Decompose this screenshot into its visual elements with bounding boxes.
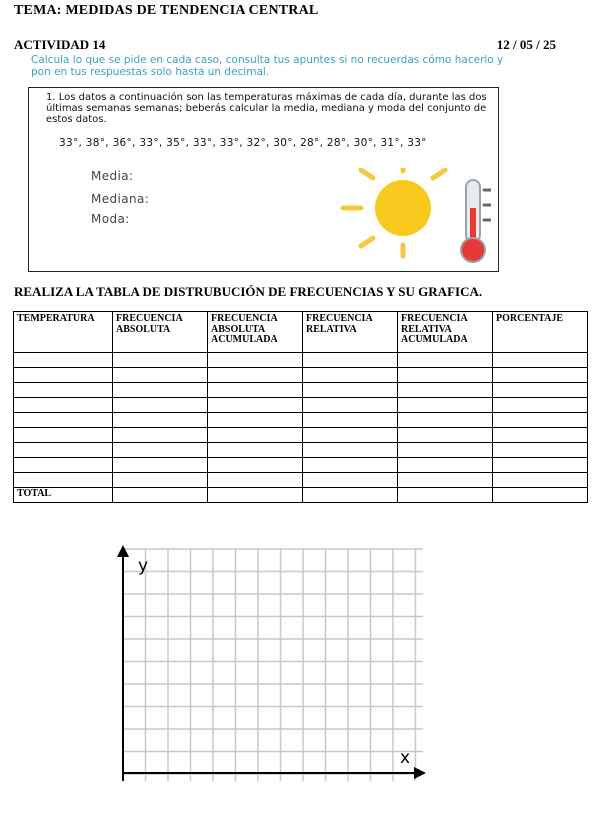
problem-box <box>28 87 499 272</box>
table-row <box>14 428 588 443</box>
table-row <box>14 398 588 413</box>
table-cell[interactable] <box>303 398 398 413</box>
table-cell[interactable] <box>303 428 398 443</box>
table-cell[interactable] <box>208 383 303 398</box>
total-cell[interactable] <box>113 488 208 503</box>
table-cell[interactable] <box>398 353 493 368</box>
table-cell[interactable] <box>493 443 588 458</box>
table-cell[interactable] <box>493 368 588 383</box>
table-cell[interactable] <box>398 413 493 428</box>
table-cell[interactable] <box>14 383 113 398</box>
y-axis-arrow-icon <box>117 545 129 557</box>
total-cell[interactable] <box>208 488 303 503</box>
x-axis-label: x <box>400 748 411 768</box>
table-row <box>14 458 588 473</box>
problem-statement: 1. Los datos a continuación son las temperaturas máximas de cada día, durante las dos últimas semanas semanas; beberás calcular la media, mediana y moda del conjunto de estos datos. <box>46 92 487 125</box>
total-cell[interactable] <box>493 488 588 503</box>
table-cell[interactable] <box>208 398 303 413</box>
table-cell[interactable] <box>208 458 303 473</box>
table-cell[interactable] <box>493 458 588 473</box>
table-cell[interactable] <box>398 428 493 443</box>
table-cell[interactable] <box>113 443 208 458</box>
total-label: TOTAL <box>14 488 113 503</box>
table-cell[interactable] <box>493 398 588 413</box>
table-row <box>14 353 588 368</box>
table-cell[interactable] <box>303 368 398 383</box>
table-cell[interactable] <box>303 458 398 473</box>
table-cell[interactable] <box>14 368 113 383</box>
table-cell[interactable] <box>208 413 303 428</box>
mode-label: Moda: <box>91 212 130 226</box>
median-label: Mediana: <box>91 192 150 206</box>
table-cell[interactable] <box>493 383 588 398</box>
table-cell[interactable] <box>14 473 113 488</box>
table-cell[interactable] <box>113 383 208 398</box>
table-cell[interactable] <box>303 473 398 488</box>
table-body <box>14 353 588 503</box>
table-cell[interactable] <box>208 473 303 488</box>
table-cell[interactable] <box>493 473 588 488</box>
table-cell[interactable] <box>113 458 208 473</box>
table-heading: REALIZA LA TABLA DE DISTRUBUCIÓN DE FRECUENCIAS Y SU GRAFICA. <box>14 284 483 299</box>
table-cell[interactable] <box>398 398 493 413</box>
table-row <box>14 473 588 488</box>
x-axis-arrow-icon <box>414 767 426 779</box>
table-cell[interactable] <box>113 413 208 428</box>
table-cell[interactable] <box>113 353 208 368</box>
table-cell[interactable] <box>14 353 113 368</box>
col-percentage: PORCENTAJE <box>493 312 588 353</box>
y-axis-label: y <box>138 556 149 576</box>
table-row <box>14 383 588 398</box>
thermometer-icon <box>461 180 491 262</box>
table-cell[interactable] <box>303 353 398 368</box>
table-cell[interactable] <box>398 458 493 473</box>
table-cell[interactable] <box>398 368 493 383</box>
table-cell[interactable] <box>14 458 113 473</box>
graph-grid <box>123 549 423 781</box>
table-row <box>14 443 588 458</box>
col-absolute-frequency: FRECUENCIA ABSOLUTA <box>113 312 208 353</box>
activity-number: ACTIVIDAD 14 <box>14 37 106 52</box>
weather-illustration <box>311 168 491 268</box>
table-cell[interactable] <box>398 473 493 488</box>
col-cumulative-absolute-frequency: FRECUENCIA ABSOLUTA ACUMULADA <box>208 312 303 353</box>
activity-date: 12 / 05 / 25 <box>496 37 556 52</box>
table-row <box>14 368 588 383</box>
table-cell[interactable] <box>493 353 588 368</box>
col-temperature: TEMPERATURA <box>14 312 113 353</box>
table-cell[interactable] <box>14 413 113 428</box>
total-row <box>14 488 588 503</box>
col-relative-frequency: FRECUENCIA RELATIVA <box>303 312 398 353</box>
topic-title: TEMA: MEDIDAS DE TENDENCIA CENTRAL <box>14 3 319 18</box>
temperature-data: 33°, 38°, 36°, 33°, 35°, 33°, 33°, 32°, 30°, 28°, 28°, 30°, 31°, 33° <box>59 137 427 149</box>
table-cell[interactable] <box>113 473 208 488</box>
table-cell[interactable] <box>208 353 303 368</box>
table-cell[interactable] <box>303 383 398 398</box>
table-cell[interactable] <box>493 413 588 428</box>
total-cell[interactable] <box>398 488 493 503</box>
instructions: Calcula lo que se pide en cada caso, consulta tus apuntes si no recuerdas cómo hacerlo y pon en tus respuestas solo hasta un decimal. <box>31 54 504 78</box>
col-cumulative-relative-frequency: FRECUENCIA RELATIVA ACUMULADA <box>398 312 493 353</box>
table-cell[interactable] <box>303 413 398 428</box>
table-cell[interactable] <box>208 443 303 458</box>
table-cell[interactable] <box>14 398 113 413</box>
table-cell[interactable] <box>113 368 208 383</box>
table-cell[interactable] <box>113 428 208 443</box>
table-header-row <box>14 312 588 353</box>
table-cell[interactable] <box>208 428 303 443</box>
table-cell[interactable] <box>14 443 113 458</box>
table-cell[interactable] <box>493 428 588 443</box>
frequency-table <box>13 311 588 503</box>
table-cell[interactable] <box>113 398 208 413</box>
table-cell[interactable] <box>303 443 398 458</box>
table-cell[interactable] <box>398 383 493 398</box>
table-cell[interactable] <box>208 368 303 383</box>
answer-graph <box>108 541 428 786</box>
mean-label: Media: <box>91 169 134 183</box>
total-cell[interactable] <box>303 488 398 503</box>
table-cell[interactable] <box>14 428 113 443</box>
table-cell[interactable] <box>398 443 493 458</box>
sun-icon <box>343 168 445 256</box>
table-row <box>14 413 588 428</box>
